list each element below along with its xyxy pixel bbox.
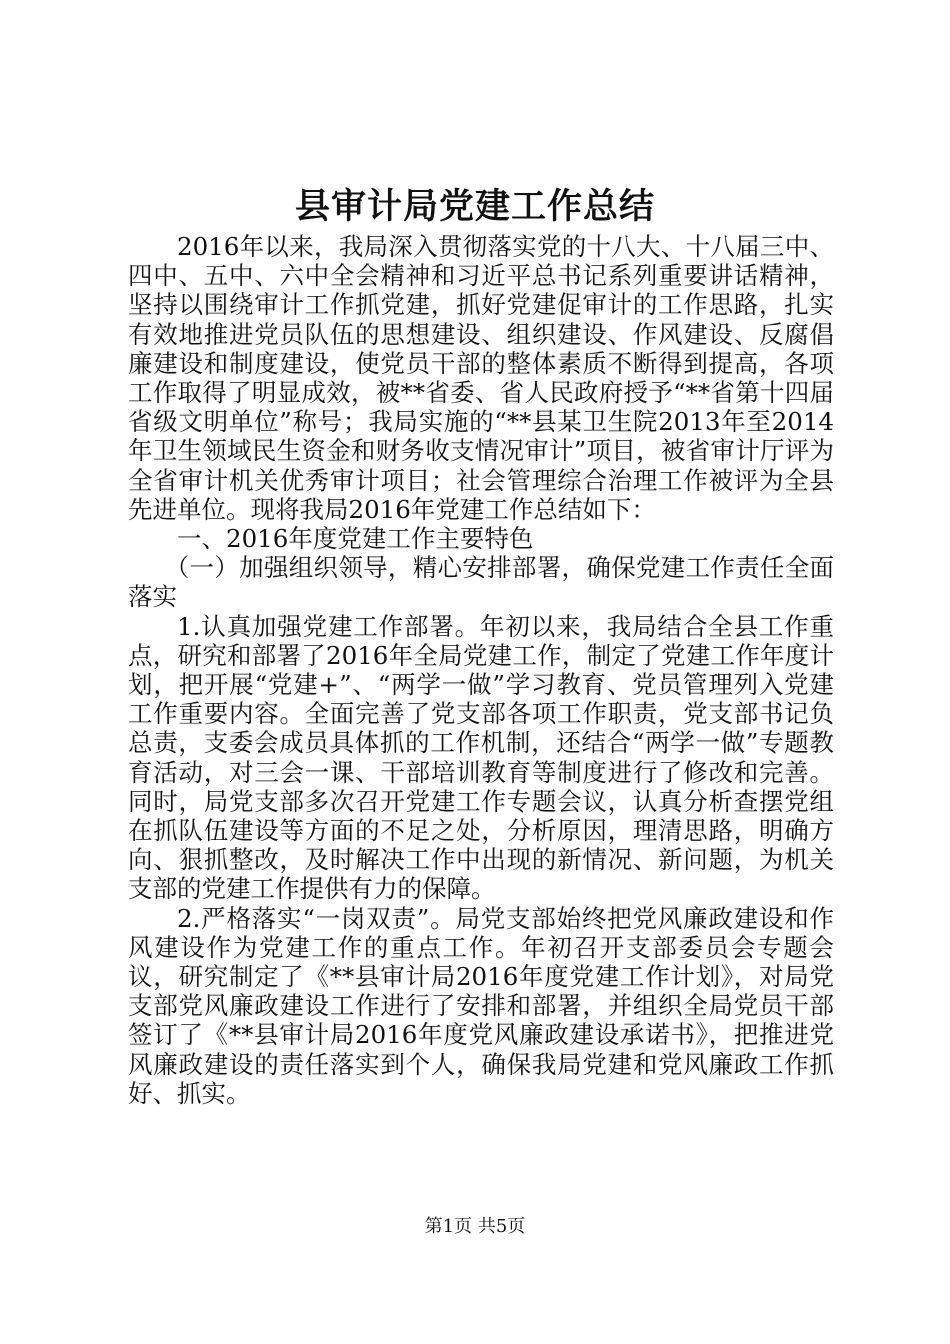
section-heading: 一、2016年度党建工作主要特色 bbox=[177, 524, 534, 554]
page-footer: 第1页 共5页 bbox=[424, 1216, 526, 1237]
subsection-heading: （一）加强组织领导，精心安排部署，确保党建工作责任全面落实 bbox=[128, 553, 834, 612]
body-paragraph-1: 1.认真加强党建工作部署。年初以来，我局结合全县工作重点，研究和部署了2016年全局党建工作，制定了党建工作年度计划，把开展“党建+”、“两学一做”学习教育、党员管理列入党建工作重要内容。全面完善了党支部各项工作职责，党支部书记负总责，支委会成员具体抓的工作机制，还结合“两学一做”专题教育活动，对三会一课、干部培训教育等制度进行了修改和完善。同时，局党支部多次召开党建工作专题会议，认真分析查摆党组在抓队伍建设等方面的不足之处，分析原因，理清思路，明确方向、狠抓整改，及时解决工作中出现的新情况、新问题，为机关支部的党建工作提供有力的保障。 bbox=[128, 611, 834, 904]
body-paragraph-2: 2.严格落实“一岗双责”。局党支部始终把党风廉政建设和作风建设作为党建工作的重点工作。年初召开支部委员会专题会议，研究制定了《**县审计局2016年度党建工作计划》，对局党支部党风廉政建设工作进行了安排和部署，并组织全局党员干部签订了《**县审计局2016年度党风廉政建设承诺书》，把推进党风廉政建设的责任落实到个人，确保我局党建和党风廉政工作抓好、抓实。 bbox=[128, 903, 834, 1108]
document-body bbox=[128, 232, 834, 1108]
intro-paragraph: 2016年以来，我局深入贯彻落实党的十八大、十八届三中、四中、五中、六中全会精神和习近平总书记系列重要讲话精神，坚持以围绕审计工作抓党建，抓好党建促审计的工作思路，扎实有效地推进党员队伍的思想建设、组织建设、作风建设、反腐倡廉建设和制度建设，使党员干部的整体素质不断得到提高，各项工作取得了明显成效，被**省委、省人民政府授予“**省第十四届省级文明单位”称号；我局实施的“**县某卫生院2013年至2014年卫生领域民生资金和财务收支情况审计”项目，被省审计厅评为全省审计机关优秀审计项目；社会管理综合治理工作被评为全县先进单位。现将我局2016年党建工作总结如下： bbox=[128, 232, 834, 524]
document-title: 县审计局党建工作总结 bbox=[294, 186, 655, 227]
